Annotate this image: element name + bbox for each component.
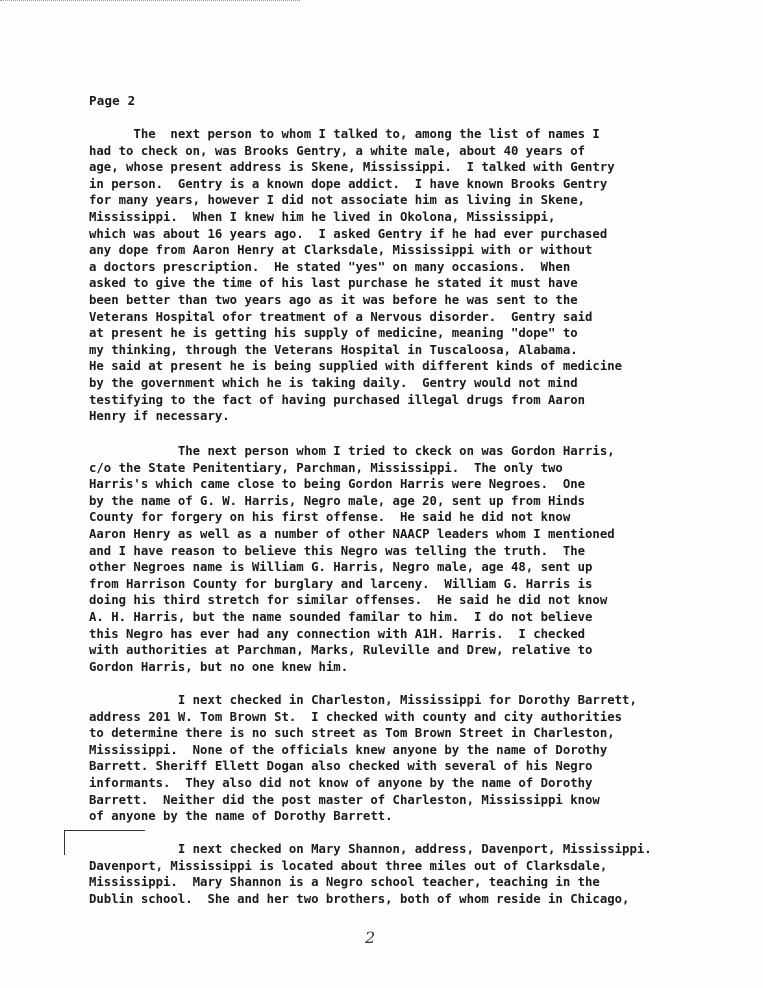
text-line: The next person to whom I talked to, among the list of names I bbox=[89, 127, 600, 141]
text-line: County for forgery on his first offense. He said he did not know bbox=[89, 510, 571, 525]
text-line: of anyone by the name of Dorothy Barrett. bbox=[89, 809, 393, 824]
text-line: age, whose present address is Skene, Mississippi. I talked with Gentry bbox=[89, 160, 615, 175]
text-line: my thinking, through the Veterans Hospital in Tuscaloosa, Alabama. bbox=[89, 342, 578, 357]
text-line: Barrett. Sheriff Ellett Dogan also checked with several of his Negro bbox=[89, 759, 593, 774]
text-line: for many years, however I did not associate him as living in Skene, bbox=[89, 193, 586, 208]
text-line: Harris's which came close to being Gordon Harris were Negroes. One bbox=[89, 477, 586, 492]
text-line: A. H. Harris, but the name sounded familar to him. I do not believe bbox=[89, 609, 593, 624]
handwritten-page-number: 2 bbox=[365, 928, 376, 947]
text-line: to determine there is no such street as Tom Brown Street in Charleston, bbox=[89, 726, 615, 741]
text-line: Veterans Hospital ofor treatment of a Nervous disorder. Gentry said bbox=[89, 309, 593, 324]
text-line: I next checked in Charleston, Mississippi for Dorothy Barrett, bbox=[89, 693, 637, 707]
text-line: by the name of G. W. Harris, Negro male, age 20, sent up from Hinds bbox=[89, 493, 586, 508]
text-line: which was about 16 years ago. I asked Gentry if he had ever purchased bbox=[89, 226, 608, 241]
text-line: had to check on, was Brooks Gentry, a white male, about 40 years of bbox=[89, 143, 586, 158]
text-line: Mississippi. Mary Shannon is a Negro school teacher, teaching in the bbox=[89, 875, 600, 890]
text-line: this Negro has ever had any connection with A1H. Harris. I checked bbox=[89, 626, 586, 641]
text-line: testifying to the fact of having purchased illegal drugs from Aaron bbox=[89, 392, 586, 407]
page-label: Page 2 bbox=[89, 93, 136, 108]
text-line: Henry if necessary. bbox=[89, 409, 230, 424]
text-line: and I have reason to believe this Negro was telling the truth. The bbox=[89, 543, 586, 558]
text-line: Aaron Henry as well as a number of other NAACP leaders whom I mentioned bbox=[89, 526, 615, 541]
text-line: by the government which he is taking daily. Gentry would not mind bbox=[89, 375, 578, 390]
text-line: Davenport, Mississippi is located about three miles out of Clarksdale, bbox=[89, 858, 608, 873]
text-line: doing his third stretch for similar offenses. He said he did not know bbox=[89, 593, 608, 608]
text-line: c/o the State Penitentiary, Parchman, Mississippi. The only two bbox=[89, 460, 563, 475]
paragraph-brooks-gentry bbox=[89, 126, 622, 425]
text-line: a doctors prescription. He stated "yes" on many occasions. When bbox=[89, 259, 571, 274]
text-line: informants. They also did not know of anyone by the name of Dorothy bbox=[89, 775, 593, 790]
text-line: He said at present he is being supplied with different kinds of medicine bbox=[89, 359, 623, 374]
text-line: any dope from Aaron Henry at Clarksdale, Mississippi with or without bbox=[89, 243, 593, 258]
text-line: address 201 W. Tom Brown St. I checked with county and city authorities bbox=[89, 709, 623, 724]
text-line: Barrett. Neither did the post master of Charleston, Mississippi know bbox=[89, 792, 600, 807]
paragraph-mary-shannon bbox=[89, 841, 652, 907]
text-line: Gordon Harris, but no one knew him. bbox=[89, 659, 349, 674]
text-line: in person. Gentry is a known dope addict. I have known Brooks Gentry bbox=[89, 176, 608, 191]
text-line: Dublin school. She and her two brothers, both of whom reside in Chicago, bbox=[89, 891, 630, 906]
text-line: Mississippi. When I knew him he lived in Okolona, Mississippi, bbox=[89, 209, 556, 224]
paragraph-dorothy-barrett bbox=[89, 692, 637, 825]
text-line: Mississippi. None of the officials knew anyone by the name of Dorothy bbox=[89, 742, 608, 757]
text-line: from Harrison County for burglary and larceny. William G. Harris is bbox=[89, 576, 593, 591]
text-line: The next person whom I tried to ckeck on was Gordon Harris, bbox=[89, 444, 615, 458]
paragraph-gordon-harris bbox=[89, 443, 615, 675]
text-line: I next checked on Mary Shannon, address, Davenport, Mississippi. bbox=[89, 842, 652, 856]
text-line: been better than two years ago as it was before he was sent to the bbox=[89, 292, 578, 307]
text-line: at present he is getting his supply of medicine, meaning "dope" to bbox=[89, 326, 578, 341]
top-dotted-rule bbox=[0, 0, 300, 1]
text-line: asked to give the time of his last purchase he stated it must have bbox=[89, 276, 578, 291]
text-line: other Negroes name is William G. Harris, Negro male, age 48, sent up bbox=[89, 560, 593, 575]
text-line: with authorities at Parchman, Marks, Ruleville and Drew, relative to bbox=[89, 643, 593, 658]
